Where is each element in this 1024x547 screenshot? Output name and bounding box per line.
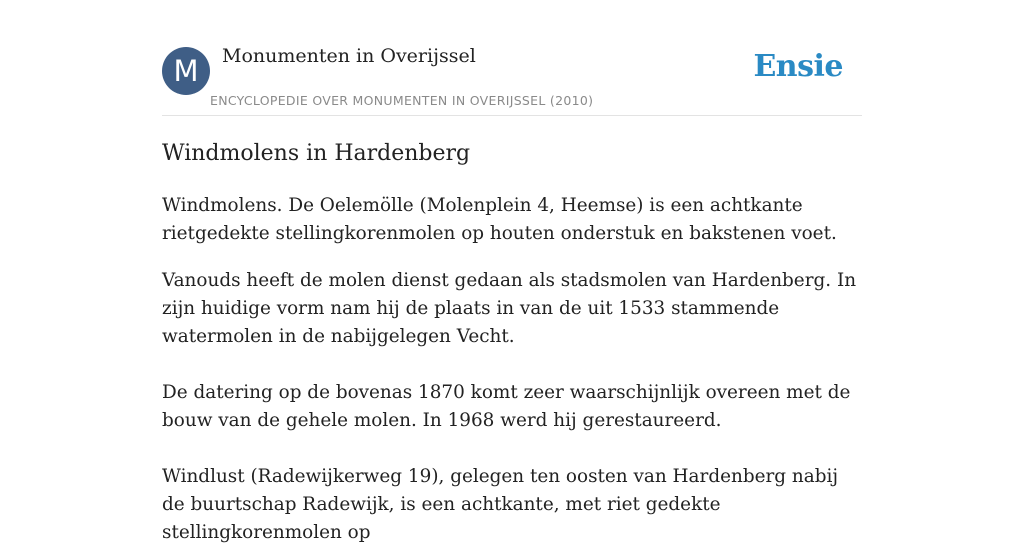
article-paragraph-3: De datering op de bovenas 1870 komt zeer waarschijnlijk overeen met de bouw van de gehele molen. In 1968 werd hij gerestaureerd. <box>162 382 851 431</box>
article-paragraph-4: Windlust (Radewijkerweg 19), gelegen ten oosten van Hardenberg nabij de buurtschap Radewijk, is een achtkante, met riet gedekte stellingkorenmolen op <box>162 466 839 543</box>
book-avatar[interactable]: M <box>162 47 210 95</box>
article <box>162 138 862 547</box>
ensie-logo[interactable]: Ensie <box>753 49 843 84</box>
book-title-link[interactable]: Monumenten in Overijssel <box>222 45 476 67</box>
article-paragraph-1: Windmolens. De Oelemölle (Molenplein 4, Heemse) is een achtkante rietgedekte stellingkorenmolen op houten onderstuk en bakstenen voet. <box>162 195 837 244</box>
article-title: Windmolens in Hardenberg <box>162 141 471 166</box>
book-header <box>162 40 862 116</box>
book-subtitle: ENCYCLOPEDIE OVER MONUMENTEN IN OVERIJSSEL (2010) <box>210 93 594 108</box>
article-paragraph-2: Vanouds heeft de molen dienst gedaan als stadsmolen van Hardenberg. In zijn huidige vorm nam hij de plaats in van de uit 1533 stammende watermolen in de nabijgelegen Vecht. <box>162 270 857 347</box>
